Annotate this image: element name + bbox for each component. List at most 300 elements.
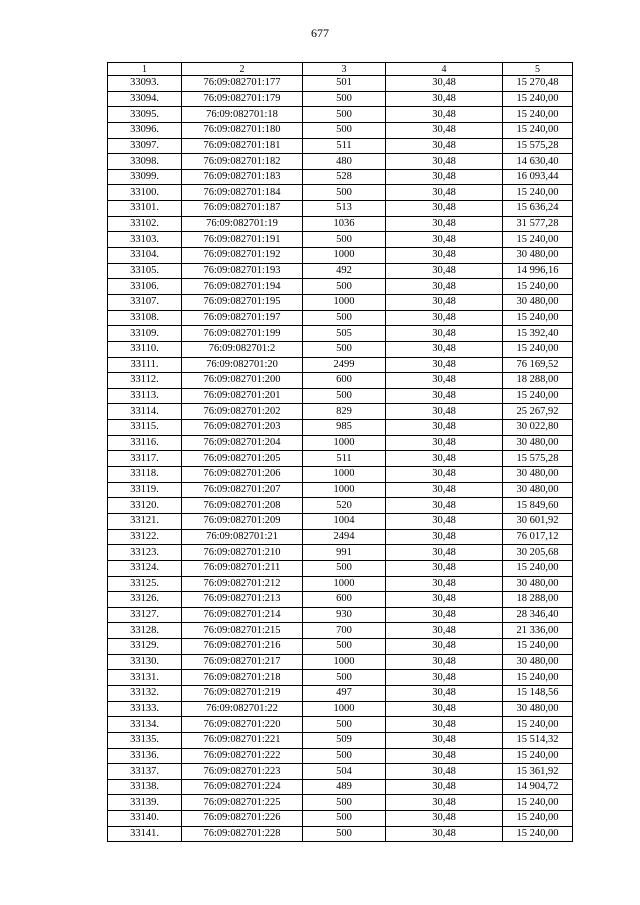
row-number-cell: 33111. xyxy=(108,357,182,373)
cadastral-number-cell: 76:09:082701:216 xyxy=(182,639,303,655)
row-number-cell: 33120. xyxy=(108,498,182,514)
amount-cell: 30 480,00 xyxy=(503,701,573,717)
row-number-cell: 33122. xyxy=(108,529,182,545)
rate-cell: 30,48 xyxy=(386,263,503,279)
cadastral-number-cell: 76:09:082701:202 xyxy=(182,404,303,420)
amount-cell: 21 336,00 xyxy=(503,623,573,639)
column-header: 4 xyxy=(386,63,503,76)
table-row xyxy=(108,76,573,92)
row-number-cell: 33139. xyxy=(108,795,182,811)
cadastral-number-cell: 76:09:082701:20 xyxy=(182,357,303,373)
row-number-cell: 33097. xyxy=(108,138,182,154)
rate-cell: 30,48 xyxy=(386,107,503,123)
amount-cell: 30 480,00 xyxy=(503,467,573,483)
row-number-cell: 33093. xyxy=(108,76,182,92)
area-cell: 500 xyxy=(303,811,386,827)
cadastral-number-cell: 76:09:082701:225 xyxy=(182,795,303,811)
table-row xyxy=(108,185,573,201)
area-cell: 528 xyxy=(303,169,386,185)
row-number-cell: 33132. xyxy=(108,685,182,701)
rate-cell: 30,48 xyxy=(386,811,503,827)
cadastral-number-cell: 76:09:082701:181 xyxy=(182,138,303,154)
rate-cell: 30,48 xyxy=(386,748,503,764)
table-row xyxy=(108,263,573,279)
row-number-cell: 33102. xyxy=(108,216,182,232)
rate-cell: 30,48 xyxy=(386,576,503,592)
amount-cell: 15 240,00 xyxy=(503,388,573,404)
area-cell: 600 xyxy=(303,373,386,389)
rate-cell: 30,48 xyxy=(386,310,503,326)
row-number-cell: 33128. xyxy=(108,623,182,639)
cadastral-number-cell: 76:09:082701:183 xyxy=(182,169,303,185)
area-cell: 2494 xyxy=(303,529,386,545)
amount-cell: 30 480,00 xyxy=(503,248,573,264)
table-row xyxy=(108,201,573,217)
area-cell: 492 xyxy=(303,263,386,279)
row-number-cell: 33110. xyxy=(108,341,182,357)
amount-cell: 30 480,00 xyxy=(503,654,573,670)
amount-cell: 15 392,40 xyxy=(503,326,573,342)
row-number-cell: 33118. xyxy=(108,467,182,483)
table-row xyxy=(108,623,573,639)
table-row xyxy=(108,404,573,420)
table-row xyxy=(108,685,573,701)
rate-cell: 30,48 xyxy=(386,732,503,748)
rate-cell: 30,48 xyxy=(386,420,503,436)
row-number-cell: 33099. xyxy=(108,169,182,185)
amount-cell: 15 240,00 xyxy=(503,826,573,842)
cadastral-number-cell: 76:09:082701:18 xyxy=(182,107,303,123)
rate-cell: 30,48 xyxy=(386,404,503,420)
cadastral-number-cell: 76:09:082701:217 xyxy=(182,654,303,670)
cadastral-number-cell: 76:09:082701:223 xyxy=(182,764,303,780)
area-cell: 985 xyxy=(303,420,386,436)
area-cell: 1000 xyxy=(303,294,386,310)
row-number-cell: 33105. xyxy=(108,263,182,279)
amount-cell: 15 240,00 xyxy=(503,639,573,655)
table-row xyxy=(108,248,573,264)
table-row xyxy=(108,435,573,451)
area-cell: 511 xyxy=(303,138,386,154)
area-cell: 500 xyxy=(303,748,386,764)
rate-cell: 30,48 xyxy=(386,467,503,483)
amount-cell: 15 514,32 xyxy=(503,732,573,748)
rate-cell: 30,48 xyxy=(386,607,503,623)
amount-cell: 30 480,00 xyxy=(503,294,573,310)
rate-cell: 30,48 xyxy=(386,341,503,357)
rate-cell: 30,48 xyxy=(386,764,503,780)
rate-cell: 30,48 xyxy=(386,826,503,842)
cadastral-number-cell: 76:09:082701:180 xyxy=(182,122,303,138)
table-row xyxy=(108,513,573,529)
table-row xyxy=(108,779,573,795)
cadastral-number-cell: 76:09:082701:226 xyxy=(182,811,303,827)
table-row xyxy=(108,169,573,185)
page-number: 677 xyxy=(311,26,329,40)
rate-cell: 30,48 xyxy=(386,248,503,264)
cadastral-number-cell: 76:09:082701:213 xyxy=(182,592,303,608)
table-header-row xyxy=(108,63,573,76)
row-number-cell: 33108. xyxy=(108,310,182,326)
cadastral-number-cell: 76:09:082701:195 xyxy=(182,294,303,310)
cadastral-number-cell: 76:09:082701:21 xyxy=(182,529,303,545)
amount-cell: 30 205,68 xyxy=(503,545,573,561)
table-row xyxy=(108,670,573,686)
row-number-cell: 33125. xyxy=(108,576,182,592)
row-number-cell: 33096. xyxy=(108,122,182,138)
cadastral-number-cell: 76:09:082701:19 xyxy=(182,216,303,232)
amount-cell: 15 575,28 xyxy=(503,451,573,467)
amount-cell: 15 148,56 xyxy=(503,685,573,701)
cadastral-number-cell: 76:09:082701:197 xyxy=(182,310,303,326)
column-header: 3 xyxy=(303,63,386,76)
table-row xyxy=(108,545,573,561)
rate-cell: 30,48 xyxy=(386,185,503,201)
amount-cell: 15 240,00 xyxy=(503,185,573,201)
row-number-cell: 33103. xyxy=(108,232,182,248)
area-cell: 500 xyxy=(303,388,386,404)
rate-cell: 30,48 xyxy=(386,388,503,404)
row-number-cell: 33107. xyxy=(108,294,182,310)
table-row xyxy=(108,216,573,232)
amount-cell: 15 240,00 xyxy=(503,107,573,123)
amount-cell: 16 093,44 xyxy=(503,169,573,185)
amount-cell: 18 288,00 xyxy=(503,592,573,608)
row-number-cell: 33135. xyxy=(108,732,182,748)
rate-cell: 30,48 xyxy=(386,216,503,232)
table-row xyxy=(108,795,573,811)
cadastral-number-cell: 76:09:082701:224 xyxy=(182,779,303,795)
cadastral-number-cell: 76:09:082701:219 xyxy=(182,685,303,701)
row-number-cell: 33141. xyxy=(108,826,182,842)
area-cell: 520 xyxy=(303,498,386,514)
cadastral-number-cell: 76:09:082701:207 xyxy=(182,482,303,498)
row-number-cell: 33115. xyxy=(108,420,182,436)
cadastral-number-cell: 76:09:082701:187 xyxy=(182,201,303,217)
amount-cell: 14 630,40 xyxy=(503,154,573,170)
table-row xyxy=(108,467,573,483)
cadastral-number-cell: 76:09:082701:209 xyxy=(182,513,303,529)
row-number-cell: 33134. xyxy=(108,717,182,733)
table-row xyxy=(108,748,573,764)
cadastral-number-cell: 76:09:082701:205 xyxy=(182,451,303,467)
area-cell: 501 xyxy=(303,76,386,92)
cadastral-number-cell: 76:09:082701:203 xyxy=(182,420,303,436)
rate-cell: 30,48 xyxy=(386,154,503,170)
amount-cell: 15 240,00 xyxy=(503,232,573,248)
row-number-cell: 33136. xyxy=(108,748,182,764)
table-row xyxy=(108,107,573,123)
cadastral-number-cell: 76:09:082701:194 xyxy=(182,279,303,295)
rate-cell: 30,48 xyxy=(386,513,503,529)
area-cell: 500 xyxy=(303,341,386,357)
row-number-cell: 33123. xyxy=(108,545,182,561)
area-cell: 500 xyxy=(303,670,386,686)
rate-cell: 30,48 xyxy=(386,701,503,717)
area-cell: 700 xyxy=(303,623,386,639)
table-row xyxy=(108,420,573,436)
cadastral-number-cell: 76:09:082701:220 xyxy=(182,717,303,733)
amount-cell: 15 575,28 xyxy=(503,138,573,154)
table-row xyxy=(108,310,573,326)
cadastral-number-cell: 76:09:082701:221 xyxy=(182,732,303,748)
table-row xyxy=(108,560,573,576)
area-cell: 504 xyxy=(303,764,386,780)
table-row xyxy=(108,91,573,107)
table-row xyxy=(108,451,573,467)
amount-cell: 15 240,00 xyxy=(503,748,573,764)
row-number-cell: 33113. xyxy=(108,388,182,404)
cadastral-number-cell: 76:09:082701:177 xyxy=(182,76,303,92)
area-cell: 500 xyxy=(303,826,386,842)
rate-cell: 30,48 xyxy=(386,122,503,138)
area-cell: 509 xyxy=(303,732,386,748)
row-number-cell: 33104. xyxy=(108,248,182,264)
area-cell: 500 xyxy=(303,279,386,295)
amount-cell: 15 240,00 xyxy=(503,310,573,326)
table-row xyxy=(108,294,573,310)
table-row xyxy=(108,717,573,733)
table-row xyxy=(108,138,573,154)
row-number-cell: 33112. xyxy=(108,373,182,389)
table-row xyxy=(108,498,573,514)
area-cell: 829 xyxy=(303,404,386,420)
area-cell: 500 xyxy=(303,91,386,107)
rate-cell: 30,48 xyxy=(386,717,503,733)
cadastral-number-cell: 76:09:082701:193 xyxy=(182,263,303,279)
area-cell: 500 xyxy=(303,107,386,123)
rate-cell: 30,48 xyxy=(386,670,503,686)
row-number-cell: 33106. xyxy=(108,279,182,295)
amount-cell: 30 480,00 xyxy=(503,435,573,451)
rate-cell: 30,48 xyxy=(386,529,503,545)
row-number-cell: 33094. xyxy=(108,91,182,107)
table-row xyxy=(108,154,573,170)
table-row xyxy=(108,639,573,655)
cadastral-number-cell: 76:09:082701:191 xyxy=(182,232,303,248)
table-row xyxy=(108,279,573,295)
cadastral-number-cell: 76:09:082701:2 xyxy=(182,341,303,357)
rate-cell: 30,48 xyxy=(386,201,503,217)
cadastral-number-cell: 76:09:082701:214 xyxy=(182,607,303,623)
area-cell: 500 xyxy=(303,310,386,326)
area-cell: 1000 xyxy=(303,467,386,483)
table-row xyxy=(108,341,573,357)
table-row xyxy=(108,357,573,373)
cadastral-number-cell: 76:09:082701:200 xyxy=(182,373,303,389)
amount-cell: 30 022,80 xyxy=(503,420,573,436)
area-cell: 500 xyxy=(303,122,386,138)
table-row xyxy=(108,326,573,342)
amount-cell: 18 288,00 xyxy=(503,373,573,389)
row-number-cell: 33121. xyxy=(108,513,182,529)
row-number-cell: 33126. xyxy=(108,592,182,608)
amount-cell: 15 240,00 xyxy=(503,670,573,686)
cadastral-number-cell: 76:09:082701:228 xyxy=(182,826,303,842)
area-cell: 1000 xyxy=(303,435,386,451)
cadastral-number-cell: 76:09:082701:212 xyxy=(182,576,303,592)
row-number-cell: 33116. xyxy=(108,435,182,451)
cadastral-number-cell: 76:09:082701:179 xyxy=(182,91,303,107)
row-number-cell: 33119. xyxy=(108,482,182,498)
cadastral-number-cell: 76:09:082701:201 xyxy=(182,388,303,404)
amount-cell: 15 849,60 xyxy=(503,498,573,514)
rate-cell: 30,48 xyxy=(386,639,503,655)
rate-cell: 30,48 xyxy=(386,545,503,561)
cadastral-number-cell: 76:09:082701:22 xyxy=(182,701,303,717)
table-row xyxy=(108,232,573,248)
amount-cell: 15 240,00 xyxy=(503,122,573,138)
amount-cell: 15 240,00 xyxy=(503,279,573,295)
table-row xyxy=(108,529,573,545)
amount-cell: 15 240,00 xyxy=(503,560,573,576)
area-cell: 2499 xyxy=(303,357,386,373)
amount-cell: 15 240,00 xyxy=(503,811,573,827)
amount-cell: 76 169,52 xyxy=(503,357,573,373)
rate-cell: 30,48 xyxy=(386,623,503,639)
row-number-cell: 33117. xyxy=(108,451,182,467)
rate-cell: 30,48 xyxy=(386,373,503,389)
row-number-cell: 33100. xyxy=(108,185,182,201)
table-row xyxy=(108,701,573,717)
amount-cell: 15 270,48 xyxy=(503,76,573,92)
table-row xyxy=(108,811,573,827)
area-cell: 1004 xyxy=(303,513,386,529)
area-cell: 1000 xyxy=(303,482,386,498)
rate-cell: 30,48 xyxy=(386,685,503,701)
cadastral-number-cell: 76:09:082701:215 xyxy=(182,623,303,639)
rate-cell: 30,48 xyxy=(386,795,503,811)
row-number-cell: 33124. xyxy=(108,560,182,576)
area-cell: 500 xyxy=(303,717,386,733)
cadastral-number-cell: 76:09:082701:184 xyxy=(182,185,303,201)
row-number-cell: 33137. xyxy=(108,764,182,780)
area-cell: 1036 xyxy=(303,216,386,232)
table-row xyxy=(108,654,573,670)
area-cell: 497 xyxy=(303,685,386,701)
area-cell: 500 xyxy=(303,560,386,576)
amount-cell: 15 240,00 xyxy=(503,717,573,733)
table-row xyxy=(108,826,573,842)
area-cell: 1000 xyxy=(303,654,386,670)
row-number-cell: 33095. xyxy=(108,107,182,123)
amount-cell: 14 996,16 xyxy=(503,263,573,279)
area-cell: 513 xyxy=(303,201,386,217)
amount-cell: 76 017,12 xyxy=(503,529,573,545)
area-cell: 500 xyxy=(303,639,386,655)
table-row xyxy=(108,576,573,592)
rate-cell: 30,48 xyxy=(386,294,503,310)
amount-cell: 15 240,00 xyxy=(503,91,573,107)
amount-cell: 15 240,00 xyxy=(503,341,573,357)
rate-cell: 30,48 xyxy=(386,169,503,185)
amount-cell: 15 240,00 xyxy=(503,795,573,811)
rate-cell: 30,48 xyxy=(386,498,503,514)
rate-cell: 30,48 xyxy=(386,279,503,295)
amount-cell: 30 480,00 xyxy=(503,482,573,498)
rate-cell: 30,48 xyxy=(386,357,503,373)
row-number-cell: 33130. xyxy=(108,654,182,670)
row-number-cell: 33101. xyxy=(108,201,182,217)
row-number-cell: 33138. xyxy=(108,779,182,795)
cadastral-number-cell: 76:09:082701:218 xyxy=(182,670,303,686)
cadastral-number-cell: 76:09:082701:206 xyxy=(182,467,303,483)
table-row xyxy=(108,732,573,748)
area-cell: 480 xyxy=(303,154,386,170)
amount-cell: 15 636,24 xyxy=(503,201,573,217)
area-cell: 991 xyxy=(303,545,386,561)
cadastral-number-cell: 76:09:082701:211 xyxy=(182,560,303,576)
row-number-cell: 33098. xyxy=(108,154,182,170)
table-row xyxy=(108,592,573,608)
amount-cell: 14 904,72 xyxy=(503,779,573,795)
amount-cell: 30 601,92 xyxy=(503,513,573,529)
cadastral-number-cell: 76:09:082701:192 xyxy=(182,248,303,264)
rate-cell: 30,48 xyxy=(386,76,503,92)
rate-cell: 30,48 xyxy=(386,654,503,670)
column-header: 5 xyxy=(503,63,573,76)
area-cell: 600 xyxy=(303,592,386,608)
row-number-cell: 33109. xyxy=(108,326,182,342)
amount-cell: 15 361,92 xyxy=(503,764,573,780)
rate-cell: 30,48 xyxy=(386,451,503,467)
rate-cell: 30,48 xyxy=(386,232,503,248)
area-cell: 1000 xyxy=(303,701,386,717)
area-cell: 489 xyxy=(303,779,386,795)
area-cell: 500 xyxy=(303,795,386,811)
rate-cell: 30,48 xyxy=(386,560,503,576)
column-header: 1 xyxy=(108,63,182,76)
rate-cell: 30,48 xyxy=(386,779,503,795)
table-row xyxy=(108,482,573,498)
row-number-cell: 33127. xyxy=(108,607,182,623)
cadastral-number-cell: 76:09:082701:199 xyxy=(182,326,303,342)
rate-cell: 30,48 xyxy=(386,482,503,498)
table-row xyxy=(108,388,573,404)
amount-cell: 30 480,00 xyxy=(503,576,573,592)
column-header: 2 xyxy=(182,63,303,76)
table-row xyxy=(108,122,573,138)
area-cell: 505 xyxy=(303,326,386,342)
rate-cell: 30,48 xyxy=(386,138,503,154)
area-cell: 1000 xyxy=(303,576,386,592)
area-cell: 500 xyxy=(303,185,386,201)
row-number-cell: 33140. xyxy=(108,811,182,827)
rate-cell: 30,48 xyxy=(386,592,503,608)
cadastral-number-cell: 76:09:082701:210 xyxy=(182,545,303,561)
rate-cell: 30,48 xyxy=(386,326,503,342)
area-cell: 500 xyxy=(303,232,386,248)
cadastral-number-cell: 76:09:082701:208 xyxy=(182,498,303,514)
cadastral-number-cell: 76:09:082701:182 xyxy=(182,154,303,170)
table-row xyxy=(108,373,573,389)
table-row xyxy=(108,607,573,623)
table-row xyxy=(108,764,573,780)
row-number-cell: 33114. xyxy=(108,404,182,420)
area-cell: 930 xyxy=(303,607,386,623)
row-number-cell: 33131. xyxy=(108,670,182,686)
rate-cell: 30,48 xyxy=(386,91,503,107)
area-cell: 511 xyxy=(303,451,386,467)
cadastral-number-cell: 76:09:082701:222 xyxy=(182,748,303,764)
amount-cell: 28 346,40 xyxy=(503,607,573,623)
row-number-cell: 33129. xyxy=(108,639,182,655)
row-number-cell: 33133. xyxy=(108,701,182,717)
amount-cell: 31 577,28 xyxy=(503,216,573,232)
data-table xyxy=(107,62,573,842)
area-cell: 1000 xyxy=(303,248,386,264)
amount-cell: 25 267,92 xyxy=(503,404,573,420)
